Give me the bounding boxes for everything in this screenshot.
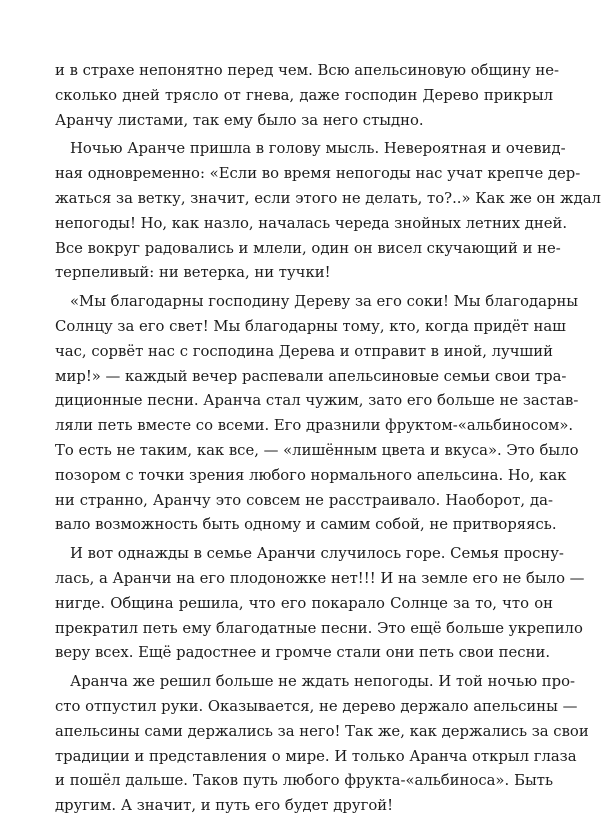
text-line: «Мы благодарны господину Дереву за его соки! Мы благодарны xyxy=(70,293,579,311)
text-line: ни странно, Аранчу это совсем не расстраивало. Наоборот, да- xyxy=(55,491,553,509)
text-line: Солнцу за его свет! Мы благодарны тому, кто, когда придёт наш xyxy=(55,317,566,335)
text-line: Аранча же решил больше не ждать непогоды. И той ночью про- xyxy=(70,673,576,691)
text-line: и пошёл дальше. Таков путь любого фрукта-«альбиноса». Быть xyxy=(55,772,553,790)
paragraph xyxy=(55,290,579,538)
text-line: терпеливый: ни ветерка, ни тучки! xyxy=(55,264,331,282)
text-line: традиции и представления о мире. И только Аранча открыл глаза xyxy=(55,747,577,765)
text-line: ляли петь вместе со всеми. Его дразнили фруктом-«альбиносом». xyxy=(55,417,574,435)
paragraph xyxy=(55,542,585,666)
text-line: час, сорвёт нас с господина Дерева и отправит в иной, лучший xyxy=(55,342,553,360)
text-line: И вот однажды в семье Аранчи случилось горе. Семья просну- xyxy=(70,545,564,563)
text-line: непогоды! Но, как назло, началась череда знойных летних дней. xyxy=(55,214,568,232)
text-line: ная одновременно: «Если во время непогоды нас учат крепче дер- xyxy=(55,165,581,183)
paragraph xyxy=(55,670,589,819)
text-line: Все вокруг радовались и млели, один он висел скучающий и не- xyxy=(55,239,561,257)
text-line: другим. А значит, и путь его будет другой! xyxy=(55,797,394,815)
text-line: жаться за ветку, значит, если этого не делать, то?..» Как же он ждал xyxy=(55,189,601,207)
text-line: диционные песни. Аранча стал чужим, зато его больше не застав- xyxy=(55,392,579,410)
text-line: веру всех. Ещё радостнее и громче стали они петь свои песни. xyxy=(55,644,551,662)
text-line: и в страхе непонятно перед чем. Всю апельсиновую общину не- xyxy=(55,62,560,79)
text-line: нигде. Община решила, что его покарало Солнце за то, что он xyxy=(55,594,553,612)
paragraph xyxy=(55,137,601,286)
text-line: сколько дней трясло от гнева, даже господин Дерево прикрыл xyxy=(55,86,553,104)
text-line: вало возможность быть одному и самим собой, не притворяясь. xyxy=(55,516,557,534)
text-line: Аранчу листами, так ему было за него стыдно. xyxy=(55,111,424,129)
text-line: Ночью Аранче пришла в голову мысль. Невероятная и очевид- xyxy=(70,140,566,158)
text-line: позором с точки зрения любого нормального апельсина. Но, как xyxy=(55,466,567,484)
text-line: прекратил петь ему благодатные песни. Это ещё больше укрепило xyxy=(55,619,583,637)
page-text xyxy=(55,59,601,819)
text-line: То есть не таким, как все, — «лишённым цвета и вкуса». Это было xyxy=(55,441,579,459)
text-line: апельсины сами держались за него! Так же, как держались за свои xyxy=(55,722,589,740)
text-line: лась, а Аранчи на его плодоножке нет!!! И на земле его не было — xyxy=(55,569,585,587)
paragraph xyxy=(55,59,560,133)
text-line: сто отпустил руки. Оказывается, не дерево держало апельсины — xyxy=(55,697,578,715)
text-line: мир!» — каждый вечер распевали апельсиновые семьи свои тра- xyxy=(55,367,567,385)
